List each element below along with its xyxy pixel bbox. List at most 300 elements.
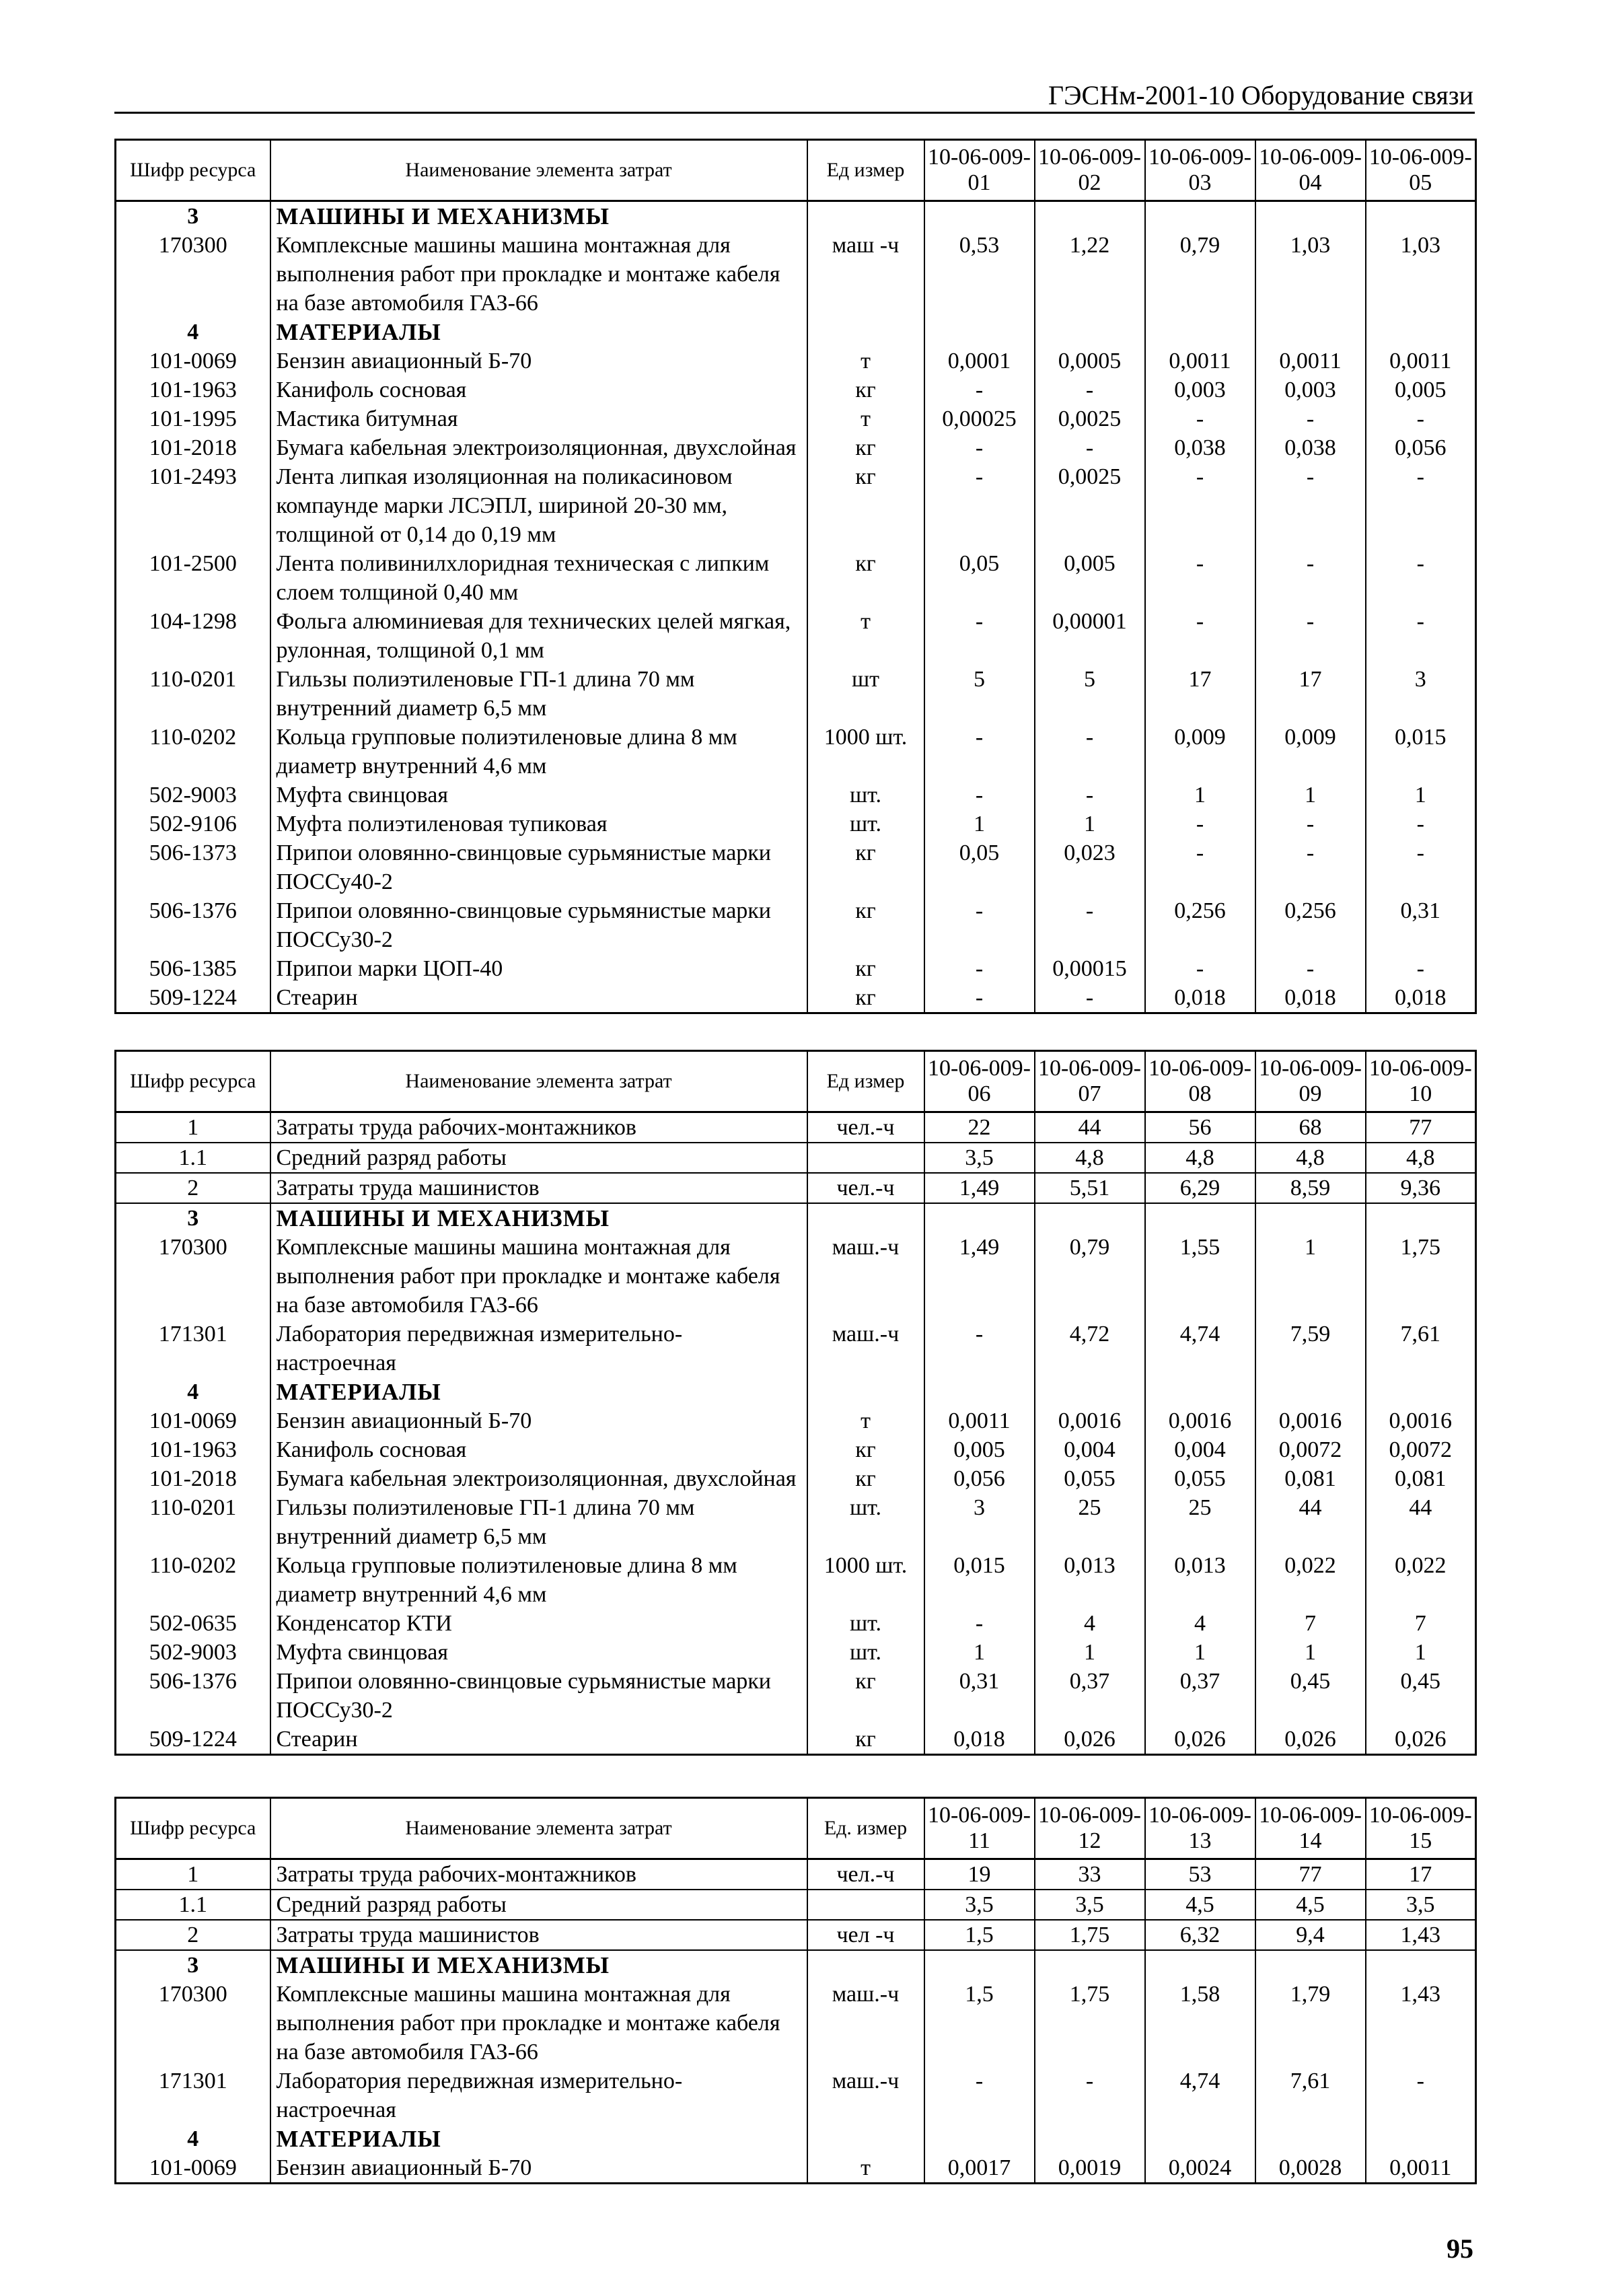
section-row — [116, 1203, 1476, 1233]
page-header-title: ГЭСНм-2001-10 Оборудование связи — [1048, 80, 1473, 110]
norm-value — [1366, 1950, 1476, 1980]
unit-of-measure: 1000 шт. — [807, 723, 924, 781]
norm-value: 5,51 — [1035, 1173, 1145, 1203]
resource-name: Комплексные машины машина монтажная для выполнения работ при прокладке и монтаже кабеля на базе автомобиля ГАЗ-66 — [270, 1980, 807, 2067]
resource-code: 101-0069 — [116, 2153, 270, 2184]
resource-name: МАТЕРИАЛЫ — [270, 318, 807, 347]
resource-code: 4 — [116, 318, 270, 347]
norm-value: - — [1366, 810, 1476, 838]
norm-value: 4,74 — [1145, 1320, 1255, 1377]
resource-name: Затраты труда машинистов — [270, 1920, 807, 1950]
column-header: 10-06-009-02 — [1035, 140, 1145, 201]
resource-name: Припои оловянно-свинцовые сурьмянистые марки ПОССу30-2 — [270, 1667, 807, 1725]
norm-value: - — [924, 1609, 1035, 1638]
resource-code: 1.1 — [116, 1143, 270, 1173]
norm-value: 0,004 — [1145, 1435, 1255, 1464]
norm-value: - — [1255, 838, 1366, 896]
norm-value: 0,055 — [1035, 1464, 1145, 1493]
norm-value: - — [1255, 549, 1366, 607]
norm-value: 4,5 — [1255, 1890, 1366, 1920]
resource-table-1 — [114, 139, 1477, 1014]
table-row — [116, 1920, 1476, 1950]
norm-value: 1,49 — [924, 1233, 1035, 1320]
norm-value: - — [924, 1320, 1035, 1377]
norm-value: 1 — [924, 810, 1035, 838]
unit-of-measure: кг — [807, 1725, 924, 1755]
column-header: 10-06-009-12 — [1035, 1798, 1145, 1859]
norm-value: 0,038 — [1145, 433, 1255, 462]
resource-name: Гильзы полиэтиленовые ГП-1 длина 70 мм внутренний диаметр 6,5 мм — [270, 1493, 807, 1551]
table-row — [116, 549, 1476, 607]
norm-value: - — [1145, 549, 1255, 607]
resource-name: Комплексные машины машина монтажная для выполнения работ при прокладке и монтаже кабеля на базе автомобиля ГАЗ-66 — [270, 1233, 807, 1320]
resource-code: 506-1373 — [116, 838, 270, 896]
norm-value: 1,03 — [1366, 231, 1476, 318]
norm-value: 0,0028 — [1255, 2153, 1366, 2184]
norm-value: 0,79 — [1035, 1233, 1145, 1320]
norm-value: - — [1366, 549, 1476, 607]
norm-value: 25 — [1035, 1493, 1145, 1551]
norm-value: 0,37 — [1145, 1667, 1255, 1725]
norm-value: 0,055 — [1145, 1464, 1255, 1493]
norm-value: - — [1366, 954, 1476, 983]
resource-name: Конденсатор КТИ — [270, 1609, 807, 1638]
column-header: 10-06-009-10 — [1366, 1051, 1476, 1112]
resource-code: 171301 — [116, 1320, 270, 1377]
norm-value — [1145, 1203, 1255, 1233]
norm-value: 0,45 — [1255, 1667, 1366, 1725]
norm-value: 1,03 — [1255, 231, 1366, 318]
norm-value: - — [1035, 433, 1145, 462]
unit-of-measure — [807, 1143, 924, 1173]
norm-value — [1035, 201, 1145, 231]
norm-value: 0,0016 — [1255, 1406, 1366, 1435]
resource-code: 4 — [116, 2124, 270, 2153]
norm-value: - — [1255, 462, 1366, 549]
norm-value: 25 — [1145, 1493, 1255, 1551]
norm-value — [1035, 1203, 1145, 1233]
norm-value: - — [924, 607, 1035, 665]
table-row — [116, 1112, 1476, 1143]
norm-value: 6,32 — [1145, 1920, 1255, 1950]
norm-value: - — [924, 781, 1035, 810]
norm-value: 0,0072 — [1255, 1435, 1366, 1464]
norm-value: 0,026 — [1255, 1725, 1366, 1755]
column-header: Наименование элемента затрат — [270, 140, 807, 201]
section-row — [116, 318, 1476, 347]
page-number: 95 — [1447, 2233, 1473, 2264]
norm-value: 1 — [1035, 1638, 1145, 1667]
resource-code: 101-2018 — [116, 433, 270, 462]
norm-value: - — [924, 723, 1035, 781]
resource-name: Припои оловянно-свинцовые сурьмянистые марки ПОССу30-2 — [270, 896, 807, 954]
resource-name: Затраты труда рабочих-монтажников — [270, 1112, 807, 1143]
unit-of-measure: т — [807, 607, 924, 665]
resource-name: Лента липкая изоляционная на поликасиновом компаунде марки ЛСЭПЛ, шириной 20-30 мм, толщиной от 0,14 до 0,19 мм — [270, 462, 807, 549]
norm-value: 9,36 — [1366, 1173, 1476, 1203]
table-row — [116, 1406, 1476, 1435]
section-row — [116, 1950, 1476, 1980]
norm-value: - — [1145, 810, 1255, 838]
unit-of-measure: шт. — [807, 1609, 924, 1638]
unit-of-measure: чел.-ч — [807, 1173, 924, 1203]
norm-value: - — [1255, 810, 1366, 838]
norm-value: 1 — [1366, 781, 1476, 810]
resource-code: 3 — [116, 201, 270, 231]
resource-code: 110-0202 — [116, 1551, 270, 1609]
norm-value: 3,5 — [924, 1143, 1035, 1173]
resource-name: МАТЕРИАЛЫ — [270, 1377, 807, 1406]
column-header: Шифр ресурса — [116, 1798, 270, 1859]
norm-value: 0,00015 — [1035, 954, 1145, 983]
norm-value: 0,0019 — [1035, 2153, 1145, 2184]
norm-value: - — [924, 433, 1035, 462]
norm-value — [1366, 318, 1476, 347]
table-row — [116, 983, 1476, 1013]
table-row — [116, 896, 1476, 954]
table-row — [116, 1551, 1476, 1609]
norm-value: 0,05 — [924, 838, 1035, 896]
unit-of-measure: кг — [807, 954, 924, 983]
resource-code: 110-0202 — [116, 723, 270, 781]
norm-value: - — [1366, 462, 1476, 549]
unit-of-measure: кг — [807, 1667, 924, 1725]
norm-value — [1145, 201, 1255, 231]
norm-value: 0,056 — [924, 1464, 1035, 1493]
norm-value: 77 — [1366, 1112, 1476, 1143]
resource-name: Бензин авиационный Б-70 — [270, 347, 807, 375]
resource-code: 509-1224 — [116, 1725, 270, 1755]
norm-value: 1,55 — [1145, 1233, 1255, 1320]
table-row — [116, 1725, 1476, 1755]
norm-value: 6,29 — [1145, 1173, 1255, 1203]
norm-value: 4 — [1145, 1609, 1255, 1638]
norm-value: - — [1145, 838, 1255, 896]
norm-value — [1255, 2124, 1366, 2153]
resource-name: Бензин авиационный Б-70 — [270, 1406, 807, 1435]
norm-value: 3,5 — [924, 1890, 1035, 1920]
norm-value: 0,038 — [1255, 433, 1366, 462]
unit-of-measure: маш.-ч — [807, 1980, 924, 2067]
norm-value: 0,0025 — [1035, 404, 1145, 433]
resource-code: 4 — [116, 1377, 270, 1406]
column-header: 10-06-009-01 — [924, 140, 1035, 201]
unit-of-measure — [807, 1203, 924, 1233]
norm-value — [1145, 318, 1255, 347]
norm-value: 1 — [1255, 781, 1366, 810]
table-row — [116, 723, 1476, 781]
table-row — [116, 1173, 1476, 1203]
table-row — [116, 1493, 1476, 1551]
norm-value: 0,79 — [1145, 231, 1255, 318]
norm-value: 7,59 — [1255, 1320, 1366, 1377]
norm-value: 0,0024 — [1145, 2153, 1255, 2184]
norm-value: 0,018 — [1366, 983, 1476, 1013]
norm-value: 0,009 — [1255, 723, 1366, 781]
norm-value: - — [1035, 2067, 1145, 2124]
norm-value: 0,013 — [1035, 1551, 1145, 1609]
resource-code: 502-0635 — [116, 1609, 270, 1638]
column-header: 10-06-009-14 — [1255, 1798, 1366, 1859]
resource-name: Муфта свинцовая — [270, 781, 807, 810]
table-row — [116, 1464, 1476, 1493]
norm-value: 1,43 — [1366, 1980, 1476, 2067]
resource-code: 506-1376 — [116, 1667, 270, 1725]
unit-of-measure — [807, 2124, 924, 2153]
table-row — [116, 1859, 1476, 1890]
unit-of-measure: кг — [807, 983, 924, 1013]
norm-value: - — [1035, 781, 1145, 810]
column-header: Ед измер — [807, 1051, 924, 1112]
norm-value: - — [1366, 404, 1476, 433]
resource-code: 3 — [116, 1950, 270, 1980]
norm-value: 19 — [924, 1859, 1035, 1890]
norm-value: 0,0017 — [924, 2153, 1035, 2184]
norm-value: 0,53 — [924, 231, 1035, 318]
norm-value — [924, 318, 1035, 347]
norm-value: 0,018 — [924, 1725, 1035, 1755]
norm-value — [1035, 318, 1145, 347]
norm-value: 1 — [1035, 810, 1145, 838]
norm-value: - — [1035, 896, 1145, 954]
resource-code: 2 — [116, 1920, 270, 1950]
norm-value: 53 — [1145, 1859, 1255, 1890]
header-rule — [114, 112, 1475, 114]
resource-code: 110-0201 — [116, 1493, 270, 1551]
resource-name: Фольга алюминиевая для технических целей мягкая, рулонная, толщиной 0,1 мм — [270, 607, 807, 665]
table-row — [116, 231, 1476, 318]
resource-name: Стеарин — [270, 983, 807, 1013]
unit-of-measure: т — [807, 404, 924, 433]
resource-name: Муфта полиэтиленовая тупиковая — [270, 810, 807, 838]
unit-of-measure: т — [807, 347, 924, 375]
table-row — [116, 838, 1476, 896]
norm-value: 1 — [1145, 781, 1255, 810]
norm-value: 17 — [1366, 1859, 1476, 1890]
norm-value: 0,00025 — [924, 404, 1035, 433]
unit-of-measure: маш -ч — [807, 231, 924, 318]
resource-code: 104-1298 — [116, 607, 270, 665]
resource-code: 506-1385 — [116, 954, 270, 983]
norm-value: 0,003 — [1145, 375, 1255, 404]
table-row — [116, 1667, 1476, 1725]
resource-name: Затраты труда рабочих-монтажников — [270, 1859, 807, 1890]
norm-value — [924, 2124, 1035, 2153]
resource-code: 101-0069 — [116, 1406, 270, 1435]
norm-value: - — [1366, 838, 1476, 896]
resource-code: 101-2018 — [116, 1464, 270, 1493]
unit-of-measure: кг — [807, 838, 924, 896]
norm-value: 44 — [1366, 1493, 1476, 1551]
resource-name: Мастика битумная — [270, 404, 807, 433]
norm-value: 5 — [924, 665, 1035, 723]
norm-value: 1,58 — [1145, 1980, 1255, 2067]
resource-code: 509-1224 — [116, 983, 270, 1013]
norm-value — [1366, 201, 1476, 231]
table-row — [116, 607, 1476, 665]
norm-value: 0,005 — [1035, 549, 1145, 607]
unit-of-measure: кг — [807, 462, 924, 549]
table-header-row — [116, 1051, 1476, 1112]
norm-value: 3,5 — [1035, 1890, 1145, 1920]
resource-name: Бумага кабельная электроизоляционная, двухслойная — [270, 433, 807, 462]
norm-value: 9,4 — [1255, 1920, 1366, 1950]
unit-of-measure: шт. — [807, 1493, 924, 1551]
norm-value: 0,081 — [1366, 1464, 1476, 1493]
norm-value: - — [924, 2067, 1035, 2124]
norm-value — [1366, 2124, 1476, 2153]
table-row — [116, 781, 1476, 810]
norm-value — [924, 1377, 1035, 1406]
norm-value: 1,22 — [1035, 231, 1145, 318]
resource-code: 101-1963 — [116, 1435, 270, 1464]
norm-value — [1255, 1950, 1366, 1980]
unit-of-measure: т — [807, 2153, 924, 2184]
column-header: Наименование элемента затрат — [270, 1798, 807, 1859]
unit-of-measure: чел.-ч — [807, 1859, 924, 1890]
norm-value: 5 — [1035, 665, 1145, 723]
unit-of-measure — [807, 1377, 924, 1406]
norm-value: 77 — [1255, 1859, 1366, 1890]
norm-value: 0,0016 — [1145, 1406, 1255, 1435]
norm-value: 0,026 — [1145, 1725, 1255, 1755]
column-header: 10-06-009-04 — [1255, 140, 1366, 201]
column-header: 10-06-009-05 — [1366, 140, 1476, 201]
unit-of-measure: кг — [807, 1464, 924, 1493]
resource-name: Бумага кабельная электроизоляционная, двухслойная — [270, 1464, 807, 1493]
column-header: Наименование элемента затрат — [270, 1051, 807, 1112]
resource-code: 502-9106 — [116, 810, 270, 838]
table-row — [116, 347, 1476, 375]
norm-value: 44 — [1255, 1493, 1366, 1551]
norm-value: - — [924, 983, 1035, 1013]
column-header: Шифр ресурса — [116, 1051, 270, 1112]
norm-value: 4,8 — [1035, 1143, 1145, 1173]
table-row — [116, 2067, 1476, 2124]
table-row — [116, 1233, 1476, 1320]
norm-value: - — [1366, 607, 1476, 665]
norm-value: 3 — [924, 1493, 1035, 1551]
norm-value: 17 — [1255, 665, 1366, 723]
norm-value: 0,022 — [1255, 1551, 1366, 1609]
norm-value: 4,72 — [1035, 1320, 1145, 1377]
unit-of-measure — [807, 201, 924, 231]
norm-value: 4,74 — [1145, 2067, 1255, 2124]
norm-value: 1 — [1255, 1233, 1366, 1320]
resource-name: Лаборатория передвижная измерительно-настроечная — [270, 2067, 807, 2124]
table-row — [116, 433, 1476, 462]
norm-value: - — [1145, 607, 1255, 665]
resource-name: Припои марки ЦОП-40 — [270, 954, 807, 983]
norm-value: 1,75 — [1035, 1980, 1145, 2067]
resource-name: МАШИНЫ И МЕХАНИЗМЫ — [270, 1203, 807, 1233]
column-header: Ед. измер — [807, 1798, 924, 1859]
unit-of-measure — [807, 1890, 924, 1920]
norm-value — [1145, 2124, 1255, 2153]
unit-of-measure — [807, 1950, 924, 1980]
norm-value: 0,015 — [1366, 723, 1476, 781]
norm-value: - — [924, 954, 1035, 983]
norm-value: 0,004 — [1035, 1435, 1145, 1464]
resource-name: Стеарин — [270, 1725, 807, 1755]
unit-of-measure: шт. — [807, 1638, 924, 1667]
resource-name: Комплексные машины машина монтажная для выполнения работ при прокладке и монтаже кабеля на базе автомобиля ГАЗ-66 — [270, 231, 807, 318]
table-row — [116, 1143, 1476, 1173]
norm-value: 0,013 — [1145, 1551, 1255, 1609]
table-row — [116, 2153, 1476, 2184]
table-row — [116, 1980, 1476, 2067]
resource-code: 502-9003 — [116, 1638, 270, 1667]
column-header: Ед измер — [807, 140, 924, 201]
norm-value: 4 — [1035, 1609, 1145, 1638]
norm-value: 0,45 — [1366, 1667, 1476, 1725]
unit-of-measure: т — [807, 1406, 924, 1435]
norm-value — [1145, 1950, 1255, 1980]
norm-value: 44 — [1035, 1112, 1145, 1143]
norm-value: - — [1035, 723, 1145, 781]
table-row — [116, 665, 1476, 723]
norm-value: 0,026 — [1366, 1725, 1476, 1755]
table-row — [116, 404, 1476, 433]
norm-value: 0,00001 — [1035, 607, 1145, 665]
norm-value: - — [1145, 404, 1255, 433]
norm-value: 33 — [1035, 1859, 1145, 1890]
norm-value: 0,31 — [924, 1667, 1035, 1725]
norm-value: - — [1366, 2067, 1476, 2124]
norm-value: 0,018 — [1255, 983, 1366, 1013]
unit-of-measure: шт. — [807, 810, 924, 838]
norm-value: - — [1145, 462, 1255, 549]
norm-value: 7 — [1255, 1609, 1366, 1638]
table-row — [116, 1435, 1476, 1464]
resource-code: 101-0069 — [116, 347, 270, 375]
norm-value: 1,5 — [924, 1980, 1035, 2067]
resource-name: Кольца групповые полиэтиленовые длина 8 мм диаметр внутренний 4,6 мм — [270, 723, 807, 781]
resource-code: 170300 — [116, 1233, 270, 1320]
norm-value: 0,0011 — [1255, 347, 1366, 375]
norm-value: 1 — [924, 1638, 1035, 1667]
norm-value: 1,75 — [1366, 1233, 1476, 1320]
resource-code: 1.1 — [116, 1890, 270, 1920]
norm-value: 56 — [1145, 1112, 1255, 1143]
norm-value: 0,0011 — [1145, 347, 1255, 375]
norm-value: 0,256 — [1145, 896, 1255, 954]
unit-of-measure: чел -ч — [807, 1920, 924, 1950]
table-row — [116, 1638, 1476, 1667]
column-header: 10-06-009-09 — [1255, 1051, 1366, 1112]
norm-value: 0,081 — [1255, 1464, 1366, 1493]
norm-value: 3 — [1366, 665, 1476, 723]
section-row — [116, 2124, 1476, 2153]
table-row — [116, 954, 1476, 983]
norm-value: 1,43 — [1366, 1920, 1476, 1950]
resource-code: 101-1995 — [116, 404, 270, 433]
norm-value: 4,8 — [1255, 1143, 1366, 1173]
norm-value: - — [924, 462, 1035, 549]
norm-value: 7,61 — [1366, 1320, 1476, 1377]
norm-value: - — [1035, 375, 1145, 404]
column-header: 10-06-009-11 — [924, 1798, 1035, 1859]
resource-table-2 — [114, 1050, 1477, 1756]
norm-value: 0,0011 — [1366, 347, 1476, 375]
norm-value: 1,5 — [924, 1920, 1035, 1950]
resource-name: МАТЕРИАЛЫ — [270, 2124, 807, 2153]
section-row — [116, 1377, 1476, 1406]
norm-value: 7 — [1366, 1609, 1476, 1638]
norm-value: - — [1145, 954, 1255, 983]
norm-value — [1035, 2124, 1145, 2153]
norm-value: 8,59 — [1255, 1173, 1366, 1203]
